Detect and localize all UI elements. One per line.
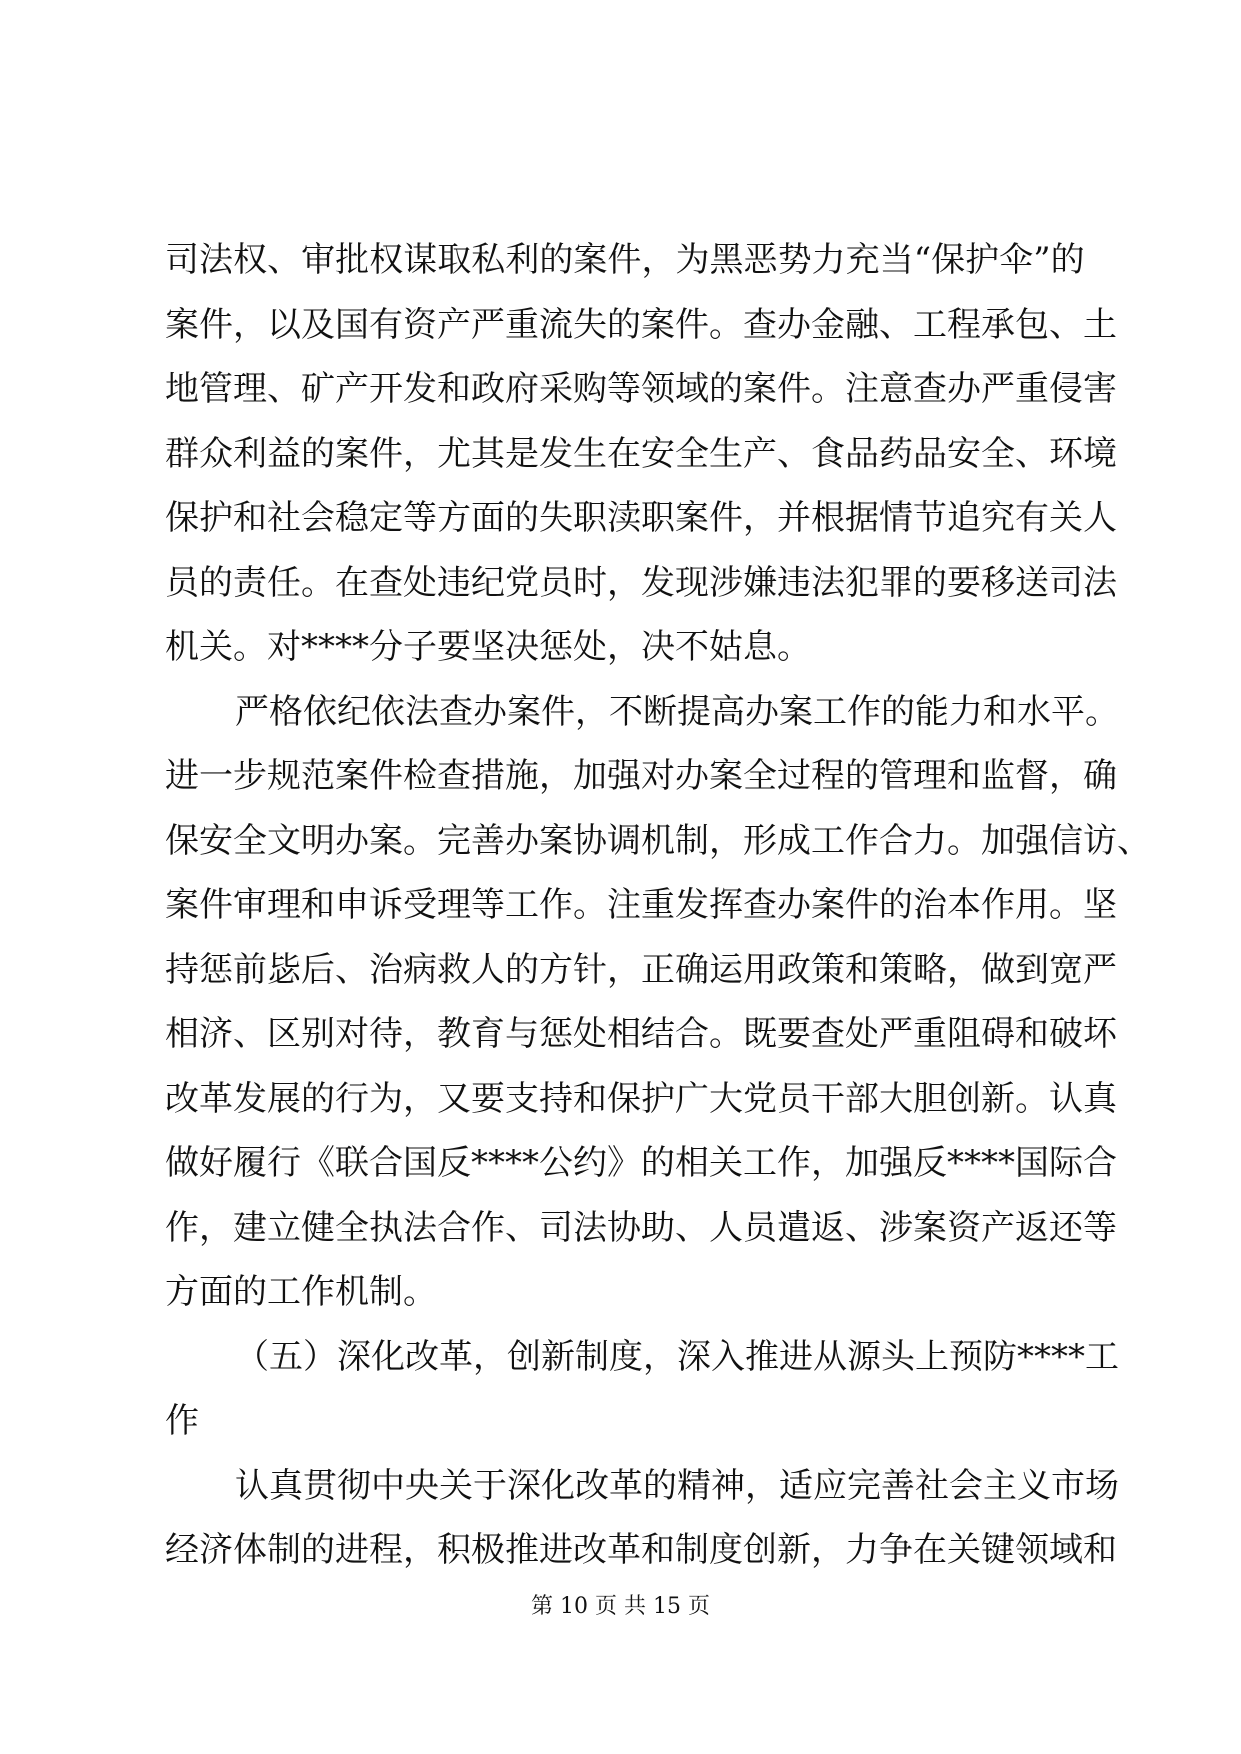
text-line: 方面的工作机制。 [165, 1272, 437, 1312]
text-line: 持 惩 前 毖 后 、 治 病 救 人 的 方 针 ， 正 确 运 用 政 策 和 策 略 ， 做 到 宽 严 [165, 949, 1117, 990]
text-line: 员 的 责 任 。 在 查 处 违 纪 党 员 时 ， 发 现 涉 嫌 违 法 犯 罪 的 要 移 送 司 法 [165, 562, 1117, 603]
text-line: 司 法 权 、 审 批 权 谋 取 私 利 的 案 件 ， 为 黑 恶 势 力 充 当 “ 保 护 伞 ” 的 [165, 240, 1085, 280]
text-line: 地 管 理 、 矿 产 开 发 和 政 府 采 购 等 领 域 的 案 件 。 注 意 查 办 严 重 侵 害 [165, 369, 1117, 409]
section-heading-continuation: 作 [165, 1401, 199, 1441]
text-line: 做 好 履 行 《 联 合 国 反 **** 公 约 》 的 相 关 工 作 ， 加 强 反 **** 国 际 合 [165, 1143, 1117, 1183]
text-line: 作 ， 建 立 健 全 执 法 合 作 、 司 法 协 助 、 人 员 遣 返 、 涉 案 资 产 返 还 等 [165, 1207, 1117, 1248]
text-line: 经 济 体 制 的 进 程 ， 积 极 推 进 改 革 和 制 度 创 新 ， 力 争 在 关 键 领 域 和 [165, 1530, 1117, 1570]
text-line: 群 众 利 益 的 案 件 ， 尤 其 是 发 生 在 安 全 生 产 、 食 品 药 品 安 全 、 环 境 [165, 433, 1117, 474]
text-line: 案 件 审 理 和 申 诉 受 理 等 工 作 。 注 重 发 挥 查 办 案 件 的 治 本 作 用 。 坚 [165, 885, 1117, 925]
paragraph-first-line: 严 格 依 纪 依 法 查 办 案 件 ， 不 断 提 高 办 案 工 作 的 能 力 和 水 平 。 [235, 691, 1119, 732]
text-line: 保 安 全 文 明 办 案 。 完 善 办 案 协 调 机 制 ， 形 成 工 作 合 力 。 加 强 信 访 、 [165, 820, 1151, 861]
document-body [165, 228, 1151, 1583]
section-heading: （ 五 ） 深 化 改 革 ， 创 新 制 度 ， 深 入 推 进 从 源 头 上 预 防 **** 工 [235, 1336, 1119, 1377]
text-line: 进 一 步 规 范 案 件 检 查 措 施 ， 加 强 对 办 案 全 过 程 的 管 理 和 监 督 ， 确 [165, 756, 1117, 796]
text-line: 案 件 ， 以 及 国 有 资 产 严 重 流 失 的 案 件 。 查 办 金 融 、 工 程 承 包 、 土 [165, 304, 1117, 345]
page-number-footer: 第 10 页 共 15 页 [531, 1594, 710, 1619]
paragraph-first-line: 认 真 贯 彻 中 央 关 于 深 化 改 革 的 精 神 ， 适 应 完 善 社 会 主 义 市 场 [235, 1465, 1119, 1506]
text-line: 相 济 、 区 别 对 待 ， 教 育 与 惩 处 相 结 合 。 既 要 查 处 严 重 阻 碍 和 破 坏 [165, 1014, 1117, 1054]
text-line: 机关。对****分子要坚决惩处，决不姑息。 [165, 627, 811, 667]
text-line: 改 革 发 展 的 行 为 ， 又 要 支 持 和 保 护 广 大 党 员 干 部 大 胆 创 新 。 认 真 [165, 1078, 1117, 1119]
text-line: 保 护 和 社 会 稳 定 等 方 面 的 失 职 渎 职 案 件 ， 并 根 据 情 节 追 究 有 关 人 [165, 498, 1117, 538]
